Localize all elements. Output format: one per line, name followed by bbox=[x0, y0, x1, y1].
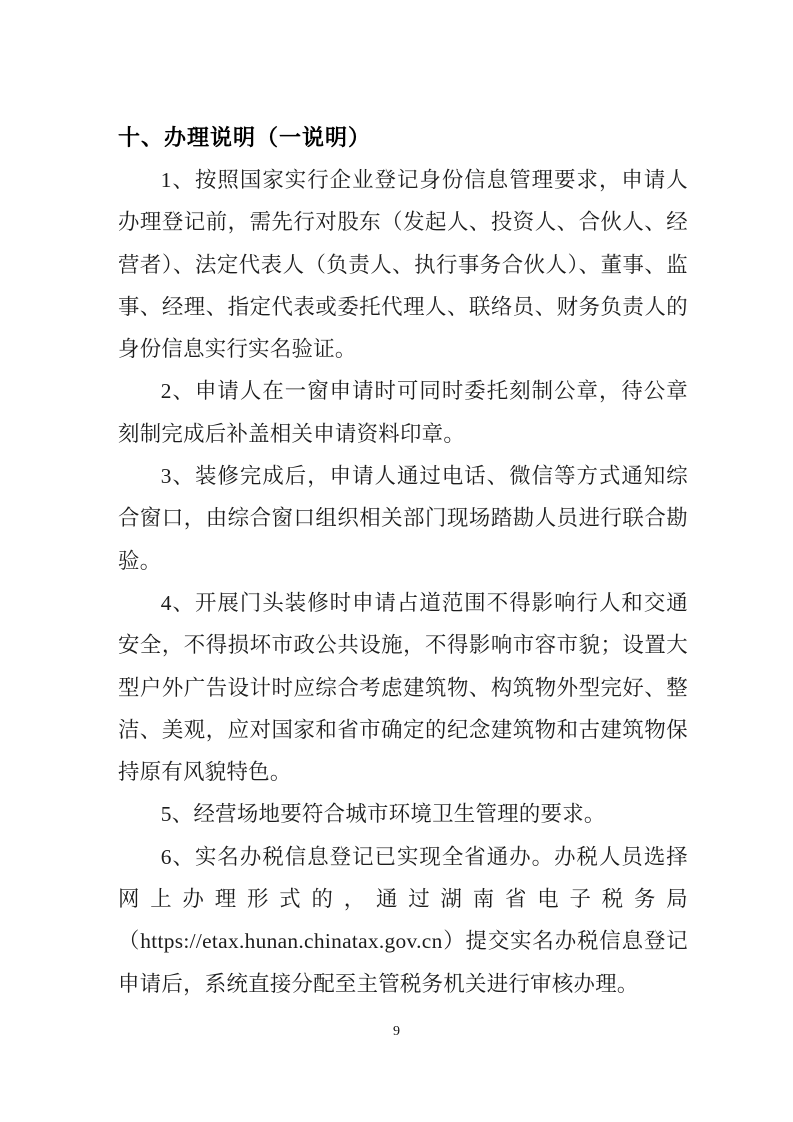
section-title: 十、办理说明（一说明） bbox=[118, 125, 372, 150]
document-body bbox=[118, 116, 688, 1005]
paragraph-2-seal-engraving: 2、申请人在一窗申请时可同时委托刻制公章，待公章刻制完成后补盖相关申请资料印章。 bbox=[118, 379, 688, 446]
paragraph-4-renovation-rules: 4、开展门头装修时申请占道范围不得影响行人和交通安全，不得损坏市政公共设施，不得影响市容市貌；设置大型户外广告设计时应综合考虑建筑物、构筑物外型完好、整洁、美观，应对国家和省市确定的纪念建筑物和古建筑物保持原有风貌特色。 bbox=[118, 590, 688, 785]
paragraph-6-online-tax-registration: 6、实名办税信息登记已实现全省通办。办税人员选择网上办理形式的，通过湖南省电子税务局（https://etax.hunan.chinatax.gov.cn）提交实名办税信息登记申请后，系统直接分配至主管税务机关进行审核办理。 bbox=[118, 844, 688, 996]
paragraph-3-joint-inspection: 3、装修完成后，申请人通过电话、微信等方式通知综合窗口，由综合窗口组织相关部门现场踏勘人员进行联合勘验。 bbox=[118, 464, 688, 573]
paragraph-5-sanitation-requirement: 5、经营场地要符合城市环境卫生管理的要求。 bbox=[160, 802, 606, 827]
paragraph-1-identity-verification: 1、按照国家实行企业登记身份信息管理要求，申请人办理登记前，需先行对股东（发起人、投资人、合伙人、经营者）、法定代表人（负责人、执行事务合伙人）、董事、监事、经理、指定代表或委托代理人、联络员、财务负责人的身份信息实行实名验证。 bbox=[118, 168, 688, 362]
page-number: 9 bbox=[393, 1024, 400, 1039]
